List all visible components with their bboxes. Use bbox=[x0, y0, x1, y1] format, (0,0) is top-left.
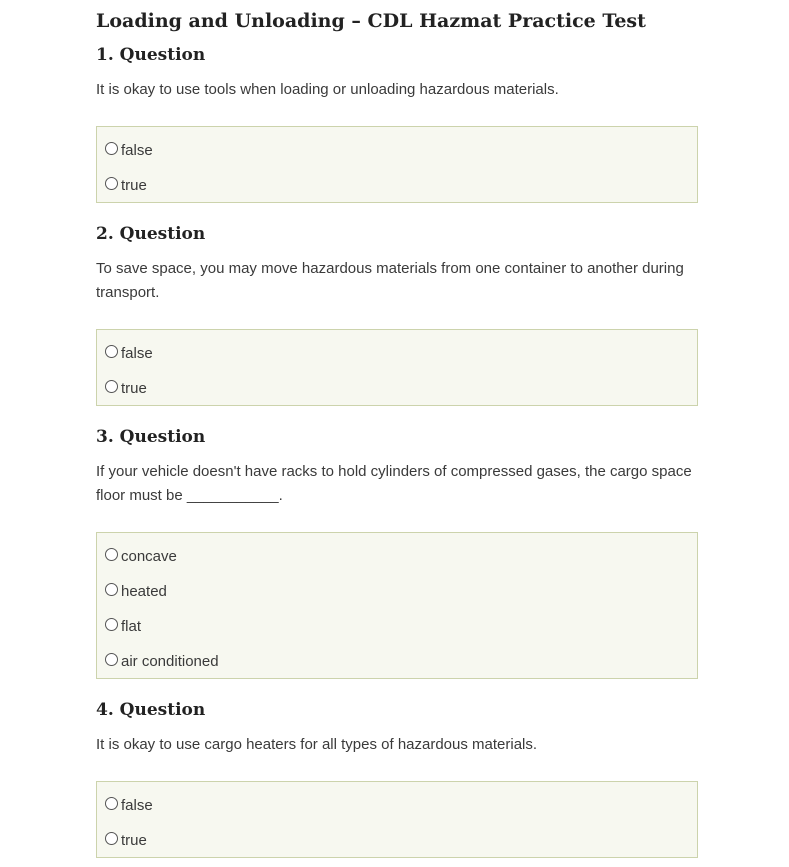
option-label: concave bbox=[121, 548, 177, 565]
question-1-options bbox=[96, 126, 698, 203]
radio-button-icon[interactable] bbox=[105, 548, 118, 561]
option-label: true bbox=[121, 380, 147, 397]
question-3-options bbox=[96, 532, 698, 679]
question-1-text: It is okay to use tools when loading or unloading hazardous materials. bbox=[96, 81, 559, 98]
page-title: Loading and Unloading – CDL Hazmat Practice Test bbox=[96, 10, 646, 32]
radio-button-icon[interactable] bbox=[105, 583, 118, 596]
radio-button-icon[interactable] bbox=[105, 653, 118, 666]
question-3-option[interactable] bbox=[97, 539, 697, 574]
radio-button-icon[interactable] bbox=[105, 832, 118, 845]
question-3-heading: 3. Question bbox=[96, 427, 206, 447]
question-2-option[interactable] bbox=[97, 371, 697, 406]
question-4-option[interactable] bbox=[97, 788, 697, 823]
radio-button-icon[interactable] bbox=[105, 797, 118, 810]
question-4-text: It is okay to use cargo heaters for all types of hazardous materials. bbox=[96, 736, 538, 753]
question-4-heading: 4. Question bbox=[96, 700, 206, 720]
option-label: air conditioned bbox=[121, 653, 219, 670]
question-4-option[interactable] bbox=[97, 823, 697, 858]
radio-button-icon[interactable] bbox=[105, 380, 118, 393]
question-1-option[interactable] bbox=[97, 168, 697, 203]
radio-button-icon[interactable] bbox=[105, 345, 118, 358]
question-3-option[interactable] bbox=[97, 644, 697, 679]
option-label: false bbox=[121, 345, 153, 362]
question-3-text: If your vehicle doesn't have racks to hold cylinders of compressed gases, the cargo space floor must be ___________. bbox=[96, 463, 692, 504]
question-2-text: To save space, you may move hazardous materials from one container to another during transport. bbox=[96, 260, 684, 301]
question-3-option[interactable] bbox=[97, 609, 697, 644]
option-label: false bbox=[121, 142, 153, 159]
question-3-option[interactable] bbox=[97, 574, 697, 609]
option-label: heated bbox=[121, 583, 167, 600]
question-1-heading: 1. Question bbox=[96, 45, 206, 65]
question-2-heading: 2. Question bbox=[96, 224, 206, 244]
radio-button-icon[interactable] bbox=[105, 618, 118, 631]
question-2-options bbox=[96, 329, 698, 406]
question-4-options bbox=[96, 781, 698, 858]
option-label: true bbox=[121, 177, 147, 194]
radio-button-icon[interactable] bbox=[105, 142, 118, 155]
radio-button-icon[interactable] bbox=[105, 177, 118, 190]
option-label: true bbox=[121, 832, 147, 849]
question-1-option[interactable] bbox=[97, 133, 697, 168]
option-label: false bbox=[121, 797, 153, 814]
option-label: flat bbox=[121, 618, 142, 635]
question-2-option[interactable] bbox=[97, 336, 697, 371]
